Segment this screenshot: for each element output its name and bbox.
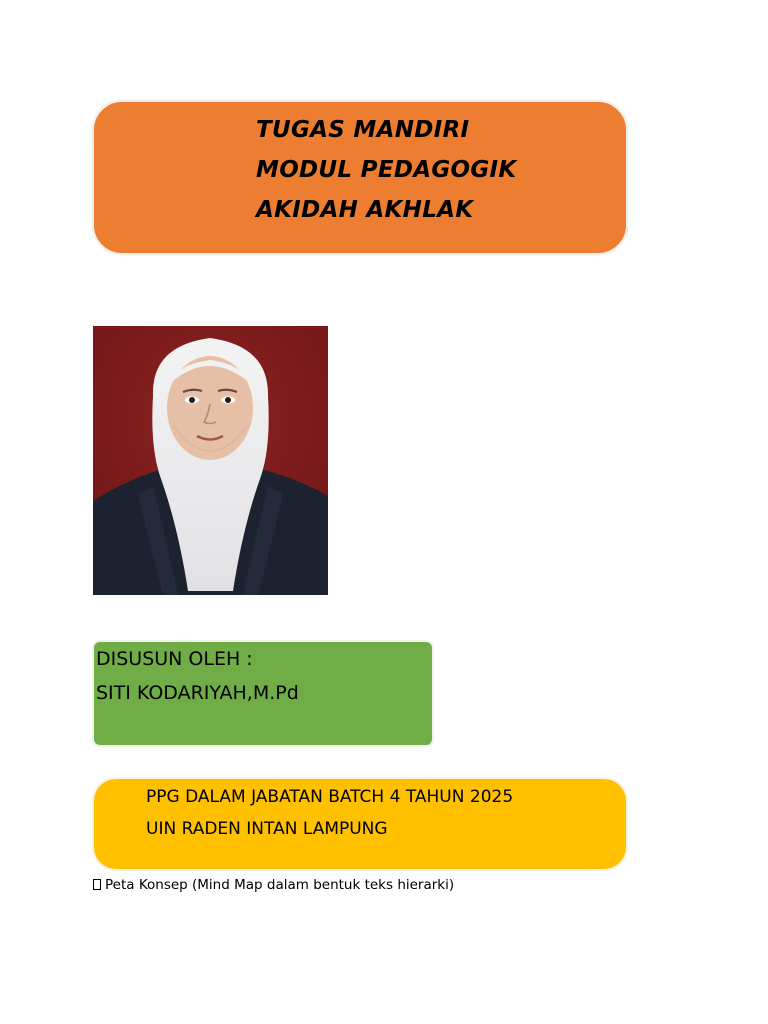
footnote-text: Peta Konsep (Mind Map dalam bentuk teks hierarki): [105, 877, 455, 893]
portrait-illustration: [93, 326, 328, 595]
program-info: [146, 781, 513, 845]
program-line-1: PPG DALAM JABATAN BATCH 4 TAHUN 2025: [146, 787, 514, 807]
document-title: [256, 110, 517, 230]
footnote: [93, 876, 454, 894]
program-line-2: UIN RADEN INTAN LAMPUNG: [146, 819, 388, 839]
missing-glyph-icon: [93, 879, 101, 890]
title-line-1: TUGAS MANDIRI: [256, 117, 470, 143]
author-name: SITI KODARIYAH,M.Pd: [96, 682, 299, 704]
title-line-2: MODUL PEDAGOGIK: [256, 157, 517, 183]
author-label: DISUSUN OLEH :: [96, 648, 253, 670]
author-info: [96, 642, 299, 710]
title-line-3: AKIDAH AKHLAK: [256, 197, 474, 223]
author-photo: [93, 326, 328, 595]
